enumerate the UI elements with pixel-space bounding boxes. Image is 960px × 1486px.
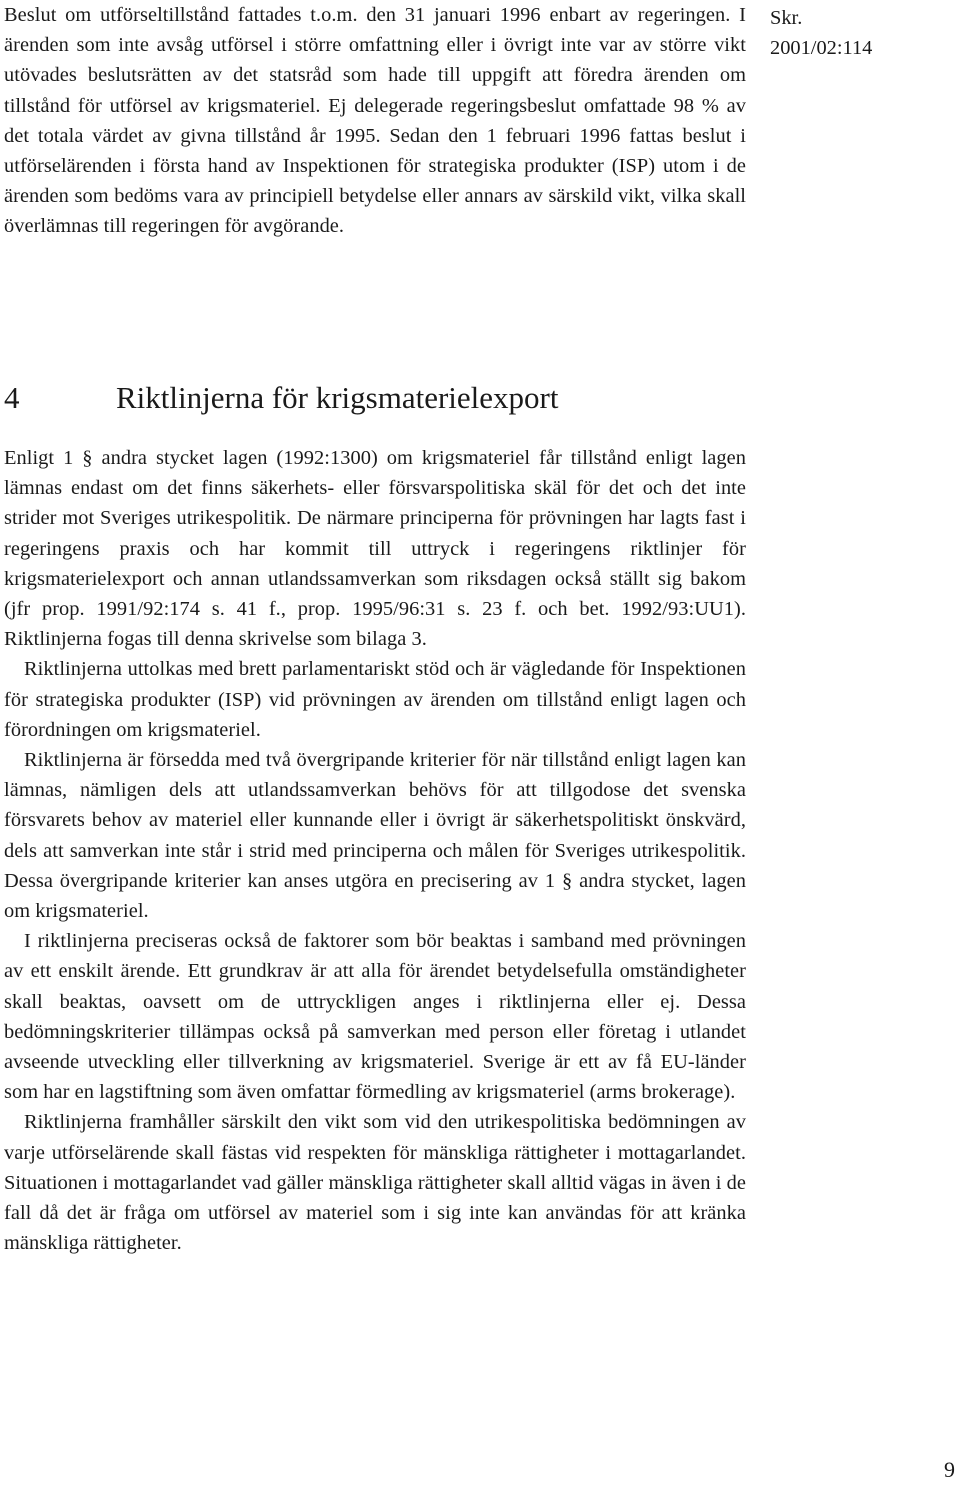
section-paragraph-1: Enligt 1 § andra stycket lagen (1992:1300) om krigsmateriel får tillstånd enligt lagen lämnas endast om det finns säkerhets- eller försvarspolitiska skäl för det och det inte strider mot Sveriges utrikespolitik. De närmare principerna för prövningen har lagts fast i regeringens praxis och har kommit till uttryck i regeringens riktlinjer för krigsmaterielexport och annan utlandssamverkan som riksdagen också ställt sig bakom (jfr prop. 1991/92:174 s. 41 f., prop. 1995/96:31 s. 23 f. och bet. 1992/93:UU1). Riktlinjerna fogas till denna skrivelse som bilaga 3. [4,447,746,651]
section-number: 4 [4,380,20,415]
section-body [4,443,746,1258]
page-number: 9 [944,1457,955,1482]
section-heading [4,378,746,418]
intro-text-block [4,0,746,242]
section-title: Riktlinjerna för krigsmaterielexport [116,380,559,415]
intro-paragraph: Beslut om utförseltillstånd fattades t.o.m. den 31 januari 1996 enbart av regeringen. I ärenden som inte avsåg utförsel i större omfattning eller i övrigt inte var av större vikt utövades beslutsrätten av det statsråd som hade till uppgift att föredra ärenden om tillstånd för utförsel av krigsmateriel. Ej delegerade regeringsbeslut omfattade 98 % av det totala värdet av givna tillstånd år 1995. Sedan den 1 februari 1996 fattas beslut i utförselärenden i första hand av Inspektionen för strategiska produkter (ISP) utom i de ärenden som bedöms vara av principiell betydelse eller annars av särskild vikt, vilka skall överlämnas till regeringen för avgörande. [4,4,746,238]
section-paragraph-4: I riktlinjerna preciseras också de faktorer som bör beaktas i samband med prövningen av ett enskilt ärende. Ett grundkrav är att alla för ärendet betydelsefulla omständigheter skall beaktas, oavsett om de uttryckligen anges i riktlinjerna eller ej. Dessa bedömningskriterier tillämpas också på samverkan med person eller företag i utlandet avseende utveckling eller tillverkning av krigsmateriel. Sverige är ett av få EU-länder som har en lagstiftning som även omfattar förmedling av krigsmateriel (arms brokerage). [4,930,746,1104]
section-paragraph-3: Riktlinjerna är försedda med två övergripande kriterier för när tillstånd enligt lagen kan lämnas, nämligen dels att utlandssamverkan behövs för att tillgodose det svenska försvarets behov av materiel eller kunnande eller i övrigt är säkerhetspolitiskt önskvärd, dels att samverkan inte står i strid med principerna och målen för Sveriges utrikespolitik. Dessa övergripande kriterier kan anses utgöra en precisering av 1 § andra stycket, lagen om krigsmateriel. [4,749,746,923]
section-paragraph-5: Riktlinjerna framhåller särskilt den vikt som vid den utrikespolitiska bedömningen av varje utförselärende skall fästas vid respekten för mänskliga rättigheter i mottagarlandet. Situationen i mottagarlandet vad gäller mänskliga rättigheter skall alltid vägas in även i de fall då det är fråga om utförsel av materiel som i sig inte kan användas för att kränka mänskliga rättigheter. [4,1111,746,1255]
document-reference-note: Skr. 2001/02:114 [770,7,873,60]
section-paragraph-2: Riktlinjerna uttolkas med brett parlamentariskt stöd och är vägledande för Inspektionen för strategiska produkter (ISP) vid prövningen av ärenden om tillstånd enligt lagen och förordningen om krigsmateriel. [4,658,746,741]
